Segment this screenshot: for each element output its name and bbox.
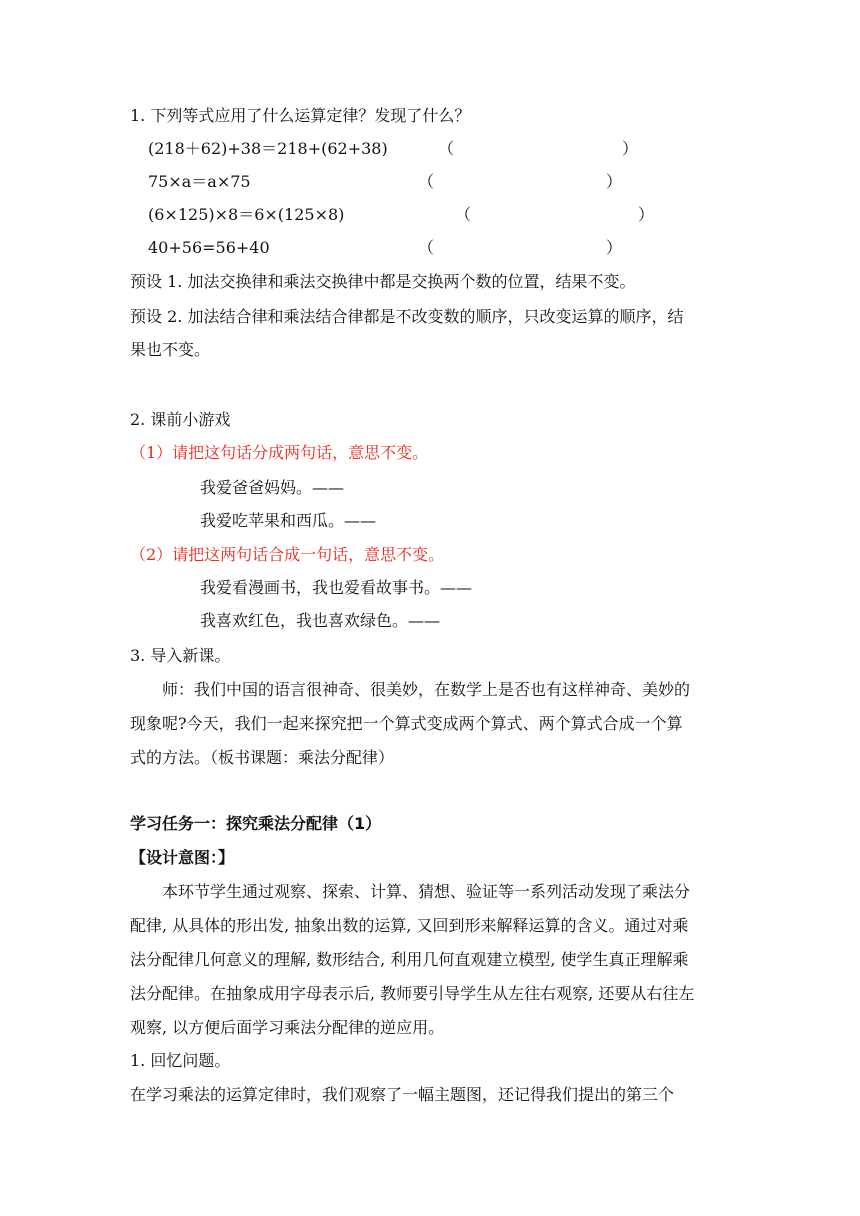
task-heading: 学习任务一：探究乘法分配律（1） (130, 814, 382, 833)
game-item: 我爱爸爸妈妈。—— (200, 478, 345, 497)
intro-paragraph-line: 师：我们中国的语言很神奇、很美妙，在数学上是否也有这样神奇、美妙的 (162, 680, 691, 699)
answer-open-paren: （ (438, 139, 455, 158)
preset-2-line2: 果也不变。 (130, 340, 211, 359)
preset-1: 预设 1. 加法交换律和乘法交换律中都是交换两个数的位置，结果不变。 (130, 272, 636, 291)
intro-paragraph-line: 式的方法。（板书课题：乘法分配律） (130, 748, 395, 767)
answer-open-paren: （ (455, 205, 472, 224)
equation-4: 40+56=56+40 (148, 238, 270, 257)
answer-open-paren: （ (418, 172, 435, 191)
answer-close-paren: ） (606, 238, 623, 257)
equation-1: (218＋62)+38＝218+(62+38) (148, 139, 388, 158)
game-task-2: （2）请把这两句话合成一句话，意思不变。 (130, 545, 445, 564)
design-paragraph-line: 法分配律几何意义的理解, 数形结合, 利用几何直观建立模型, 使学生真正理解乘 (130, 950, 689, 969)
q1-title: 1. 下列等式应用了什么运算定律？发现了什么？ (130, 106, 471, 125)
design-intent-label: 【设计意图：】 (130, 848, 235, 867)
equation-2: 75×a＝a×75 (148, 172, 251, 191)
q3-title: 3. 导入新课。 (130, 646, 231, 665)
game-item: 我爱看漫画书，我也爱看故事书。—— (200, 578, 473, 597)
preset-2-line1: 预设 2. 加法结合律和乘法结合律都是不改变数的顺序，只改变运算的顺序，结 (130, 307, 684, 326)
answer-open-paren: （ (418, 238, 435, 257)
recall-title: 1. 回忆问题。 (130, 1051, 231, 1070)
intro-paragraph-line: 现象呢?今天，我们一起来探究把一个算式变成两个算式、两个算式合成一个算 (130, 714, 683, 733)
game-item: 我爱吃苹果和西瓜。—— (200, 511, 377, 530)
answer-close-paren: ） (606, 172, 623, 191)
answer-close-paren: ） (638, 205, 655, 224)
recall-text: 在学习乘法的运算定律时，我们观察了一幅主题图，还记得我们提出的第三个 (130, 1085, 675, 1104)
equation-3: (6×125)×8＝6×(125×8) (148, 205, 345, 224)
design-paragraph-line: 本环节学生通过观察、探索、计算、猜想、验证等一系列活动发现了乘法分 (162, 882, 691, 901)
game-task-1: （1）请把这句话分成两句话，意思不变。 (130, 443, 429, 462)
answer-close-paren: ） (622, 139, 639, 158)
q2-title: 2. 课前小游戏 (130, 410, 231, 429)
design-paragraph-line: 观察, 以方便后面学习乘法分配律的逆应用。 (130, 1018, 445, 1037)
game-item: 我喜欢红色，我也喜欢绿色。—— (200, 611, 441, 630)
design-paragraph-line: 法分配律。在抽象成用字母表示后, 教师要引导学生从左往右观察, 还要从右往左 (130, 984, 695, 1003)
design-paragraph-line: 配律, 从具体的形出发, 抽象出数的运算, 又回到形来解释运算的含义。通过对乘 (130, 916, 689, 935)
